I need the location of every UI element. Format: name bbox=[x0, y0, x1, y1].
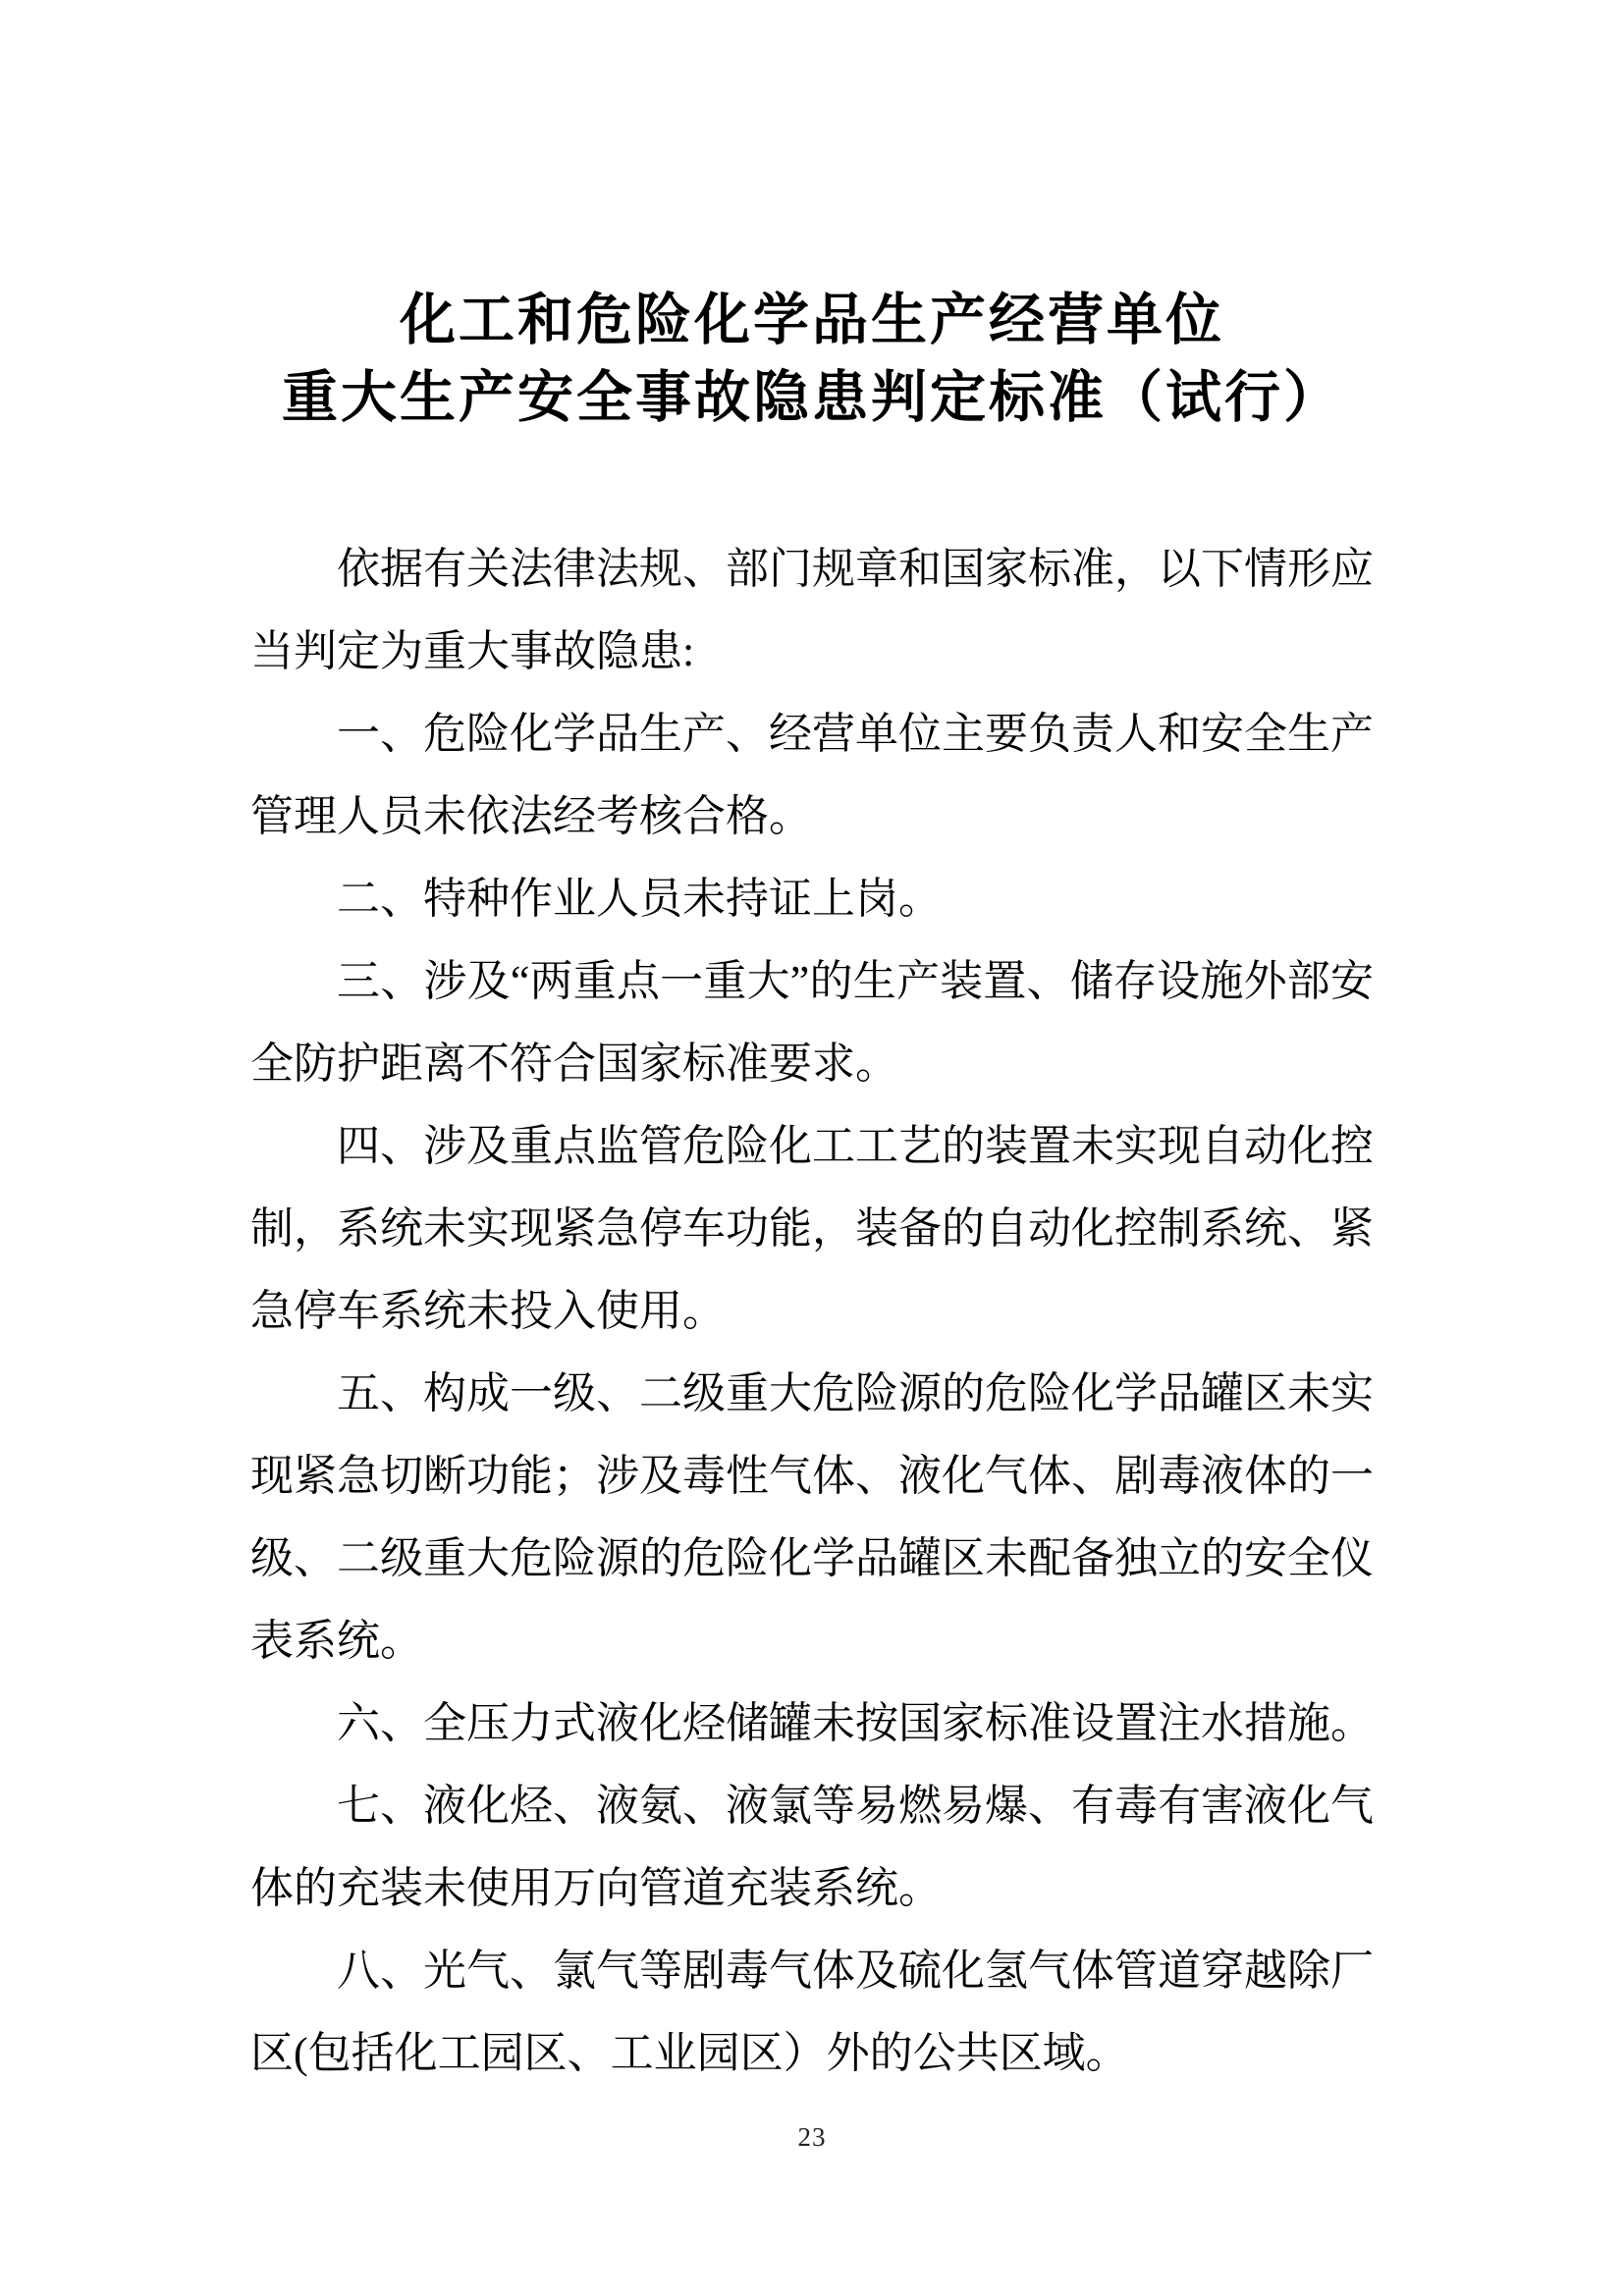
document-title-line1: 化工和危险化学品生产经营单位 bbox=[400, 290, 1224, 351]
body-paragraph: 二、特种作业人员未持证上岗。 bbox=[337, 875, 942, 923]
body-paragraph: 七、液化烃、液氨、液氯等易燃易爆、有毒有害液化气体的充装未使用万向管道充装系统。 bbox=[250, 1782, 1374, 1912]
body-paragraph: 五、构成一级、二级重大危险源的危险化学品罐区未实现紧急切断功能；涉及毒性气体、液化气体、剧毒液体的一级、二级重大危险源的危险化学品罐区未配备独立的安全仪表系统。 bbox=[250, 1369, 1374, 1665]
body-paragraph: 一、危险化学品生产、经营单位主要负责人和安全生产管理人员未依法经考核合格。 bbox=[250, 710, 1374, 840]
body-paragraph: 三、涉及“两重点一重大”的生产装置、储存设施外部安全防护距离不符合国家标准要求。 bbox=[250, 957, 1374, 1088]
document-title bbox=[0, 0, 1624, 437]
document-body bbox=[250, 528, 1374, 2095]
body-paragraph: 依据有关法律法规、部门规章和国家标准，以下情形应当判定为重大事故隐患: bbox=[250, 545, 1374, 675]
document-title-line2: 重大生产安全事故隐患判定标准（试行） bbox=[282, 367, 1342, 429]
body-paragraph: 四、涉及重点监管危险化工工艺的装置未实现自动化控制，系统未实现紧急停车功能，装备的自动化控制系统、紧急停车系统未投入使用。 bbox=[250, 1122, 1374, 1335]
body-paragraph: 六、全压力式液化烃储罐未按国家标准设置注水措施。 bbox=[337, 1699, 1374, 1747]
page-number: 23 bbox=[797, 2122, 827, 2152]
body-paragraph: 八、光气、氯气等剧毒气体及硫化氢气体管道穿越除厂区(包括化工园区、工业园区）外的公共区域。 bbox=[250, 1947, 1374, 2077]
